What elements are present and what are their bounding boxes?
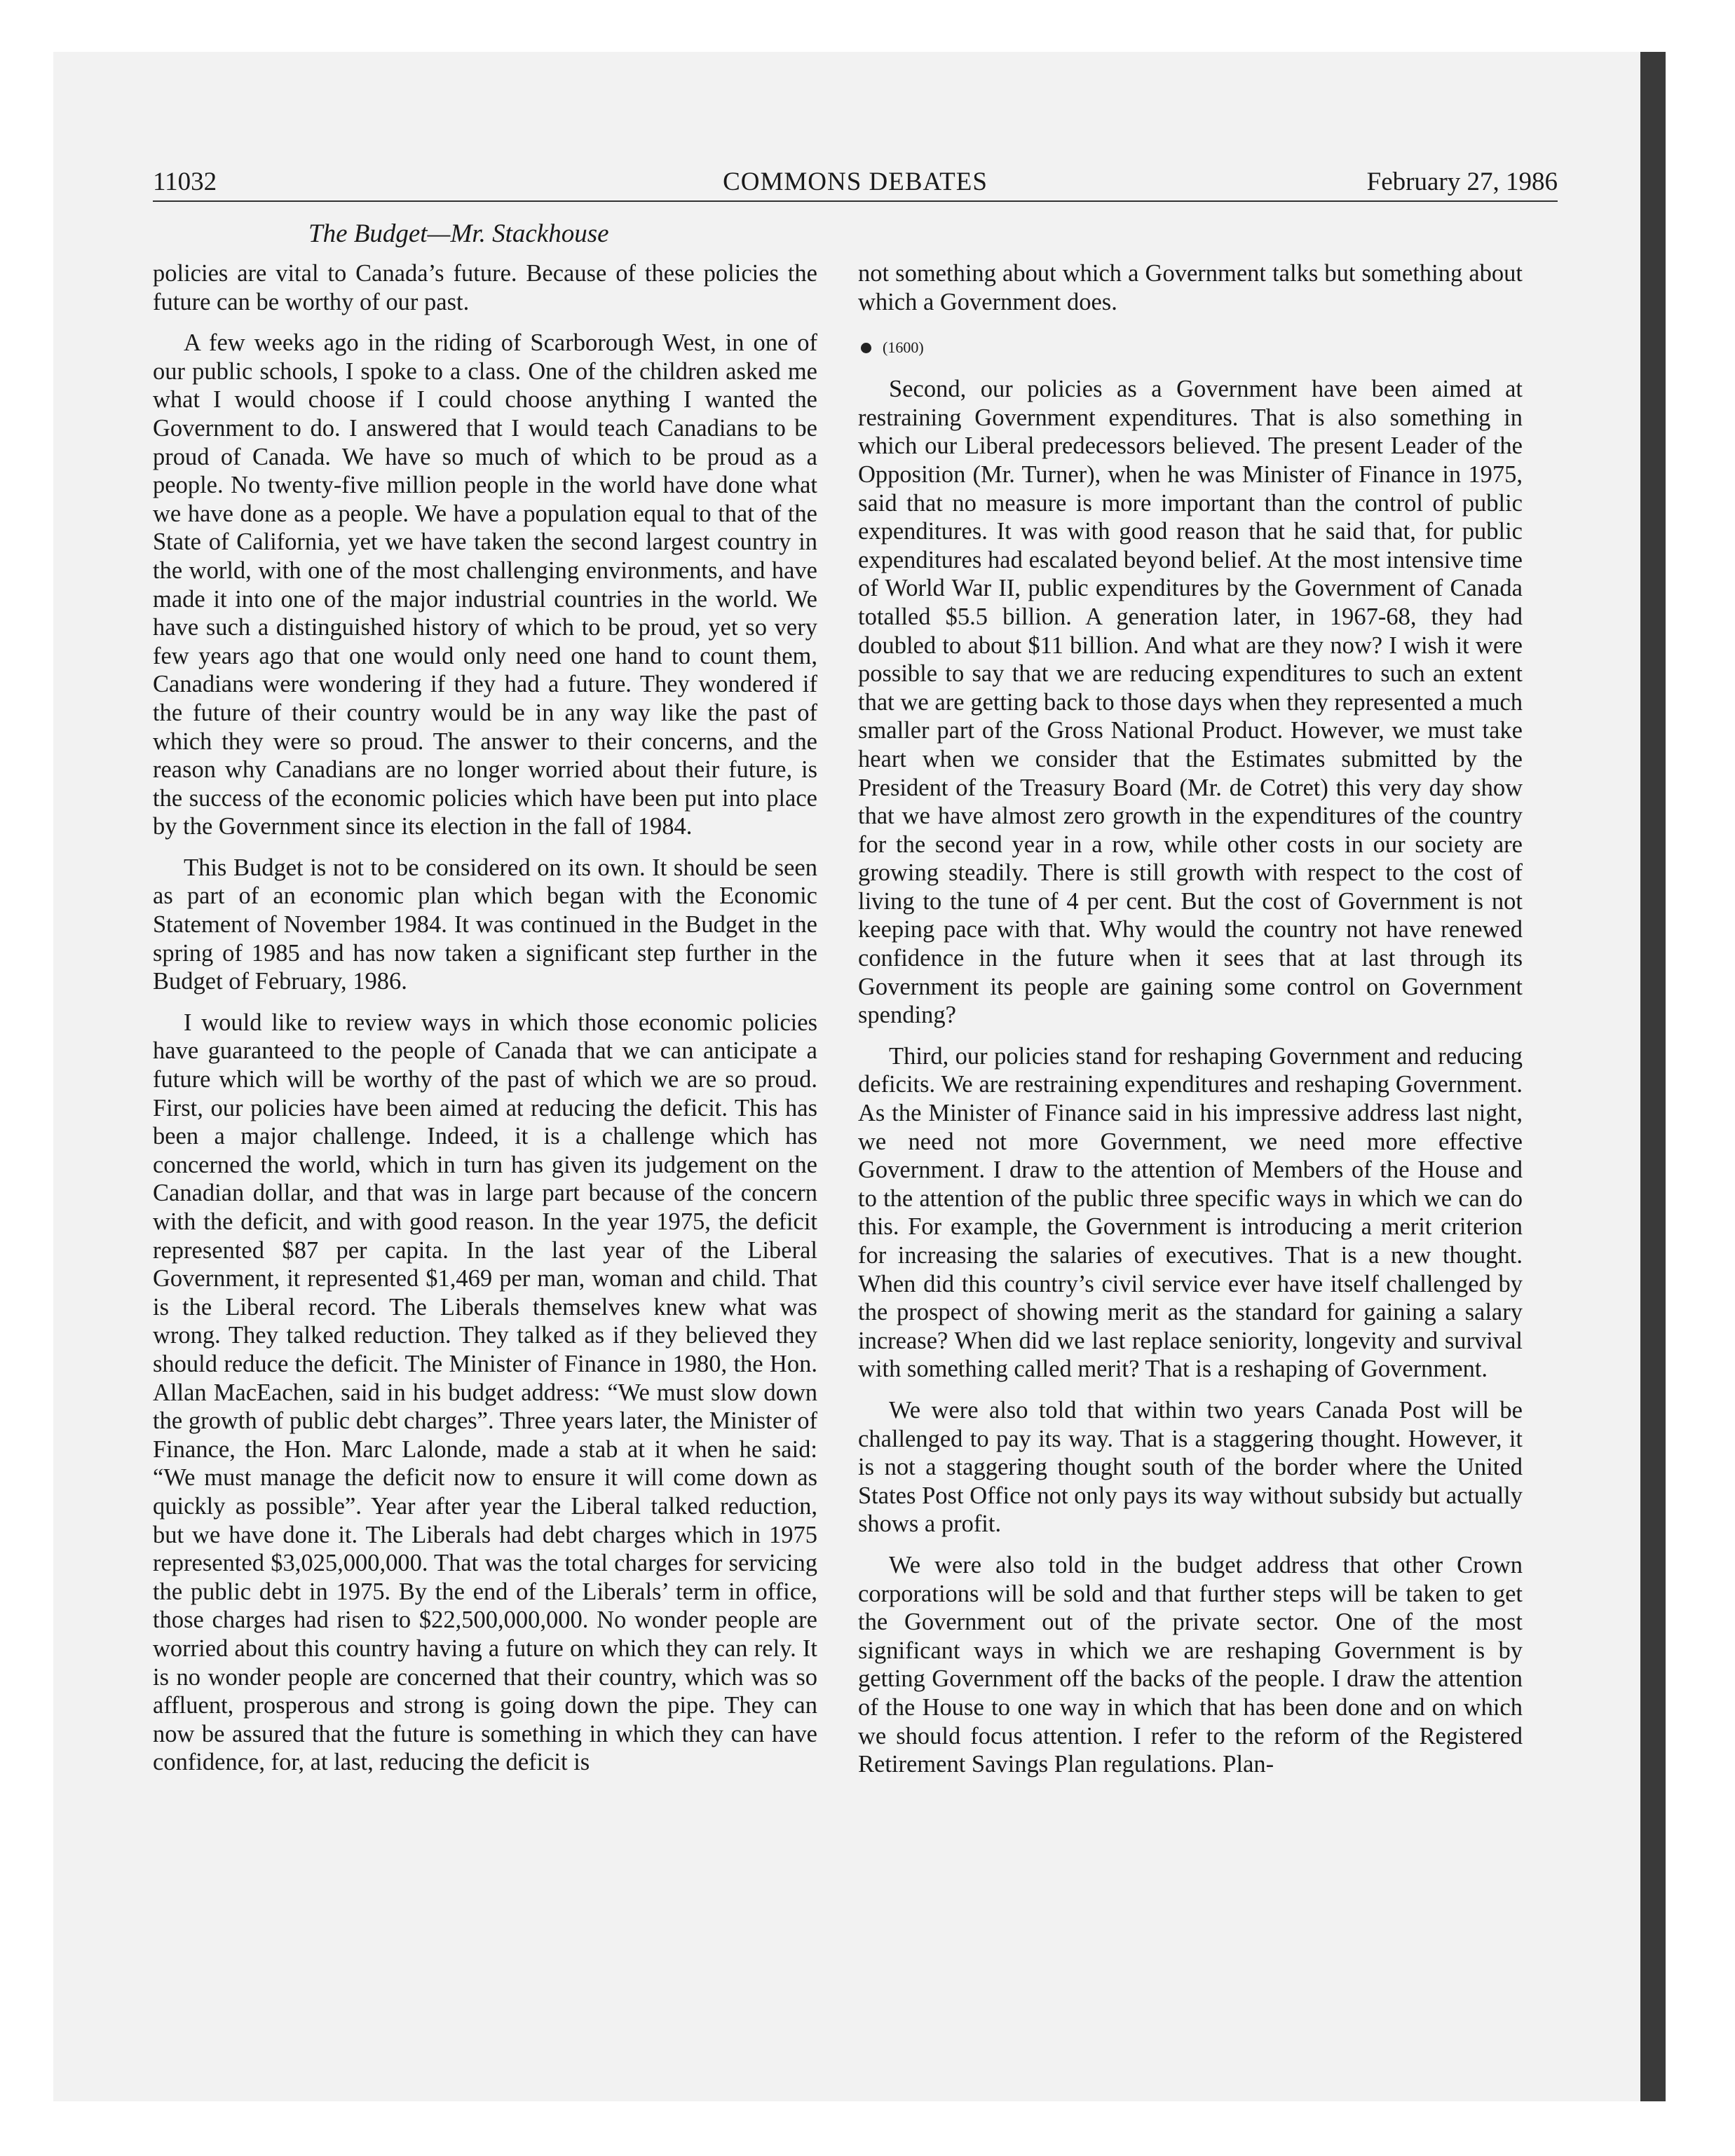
- paragraph: policies are vital to Canada’s future. Because of these policies the future can be worthy of our past.: [153, 260, 817, 315]
- paragraph: I would like to review ways in which those economic policies have guaranteed to the people of Canada that we can anticipate a future which will be worthy of the past of which we are so proud. First, our policies have been aimed at reducing the deficit. This has been a major challenge. Indeed, it is a challenge which has concerned the world, which in turn has given its judgement on the Canadian dollar, and that was in large part because of the concern with the deficit, and with good reason. In the year 1975, the deficit represented $87 per capita. In the last year of the Liberal Government, it represented $1,469 per man, woman and child. That is the Liberal record. The Liberals themselves knew what was wrong. They talked reduction. They talked as if they believed they should reduce the deficit. The Minister of Finance in 1980, the Hon. Allan MacEachen, said in his budget address: “We must slow down the growth of public debt charges”. Three years later, the Minister of Finance, the Hon. Marc Lalonde, made a stab at it when he said: “We must manage the deficit now to ensure it will come down as quickly as possible”. Year after year the Liberal talked reduction, but we have done it. The Liberals had debt charges which in 1975 represented $3,025,000,000. That was the total charges for servicing the public debt in 1975. By the end of the Liberals’ term in office, those charges had risen to $22,500,000,000. No wonder people are worried about this country having a future on which they can rely. It is no wonder people are concerned that their country, which was so affluent, prosperous and strong is going down the pipe. They can now be assured that the future is something in which they can have confidence, for, at last, reducing the deficit is: [153, 1009, 817, 1776]
- bullet-icon: [861, 343, 871, 353]
- paragraph: not something about which a Government talks but something about which a Government does.: [858, 260, 1523, 315]
- paragraph: We were also told that within two years Canada Post will be challenged to pay its way. That is a staggering thought. However, it is not a staggering thought south of the border where the United States Post Office not only pays its way without subsidy but actually shows a profit.: [858, 1396, 1523, 1538]
- paragraph: A few weeks ago in the riding of Scarborough West, in one of our public schools, I spoke to a class. One of the children asked me what I would choose if I could choose anything I wanted the Government to do. I answered that I would teach Canadians to be proud of Canada. We have so much of which to be proud as a people. No twenty-five million people in the world have done what we have done as a people. We have a population equal to that of the State of California, yet we have taken the second largest country in the world, with one of the most challenging environments, and have made it into one of the major industrial countries in the world. We have such a distinguished history of which to be proud, yet so very few years ago that one would only need one hand to count them, Canadians were wondering if they had a future. They wondered if the future of their country would be in any way like the past of which they were so proud. The answer to their concerns, and the reason why Canadians are no longer worried about their future, is the success of the economic policies which have been put into place by the Government since its election in the fall of 1984.: [153, 329, 817, 840]
- publication-title: COMMONS DEBATES: [723, 168, 988, 196]
- time-marker-text: (1600): [883, 339, 924, 357]
- paragraph: Third, our policies stand for reshaping Government and reducing deficits. We are restraining expenditures and reshaping Government. As the Minister of Finance said in his impressive address last night, we need not more Government, we need more effective Government. I draw to the attention of Members of the House and to the attention of the public three specific ways in which we can do this. For example, the Government is introducing a merit criterion for increasing the salaries of executives. That is a new thought. When did this country’s civil service ever have itself challenged by the prospect of showing merit as the standard for gaining a salary increase? When did we last replace seniority, longevity and survival with something called merit? That is a reshaping of Government.: [858, 1042, 1523, 1383]
- paragraph: Second, our policies as a Government have been aimed at restraining Government expenditures. That is also something in which our Liberal predecessors believed. The present Leader of the Opposition (Mr. Turner), when he was Minister of Finance in 1975, said that no measure is more important than the control of public expenditures. It was with good reason that he said that, for public expenditures had escalated beyond belief. At the most intensive time of World War II, public expenditures by the Government of Canada totalled $5.5 billion. A generation later, in 1967-68, they had doubled to about $11 billion. And what are they now? I wish it were possible to say that we are reducing expenditures to such an extent that we are getting back to those days when they represented a much smaller part of the Gross National Product. However, we must take heart when we consider that the Estimates submitted by the President of the Treasury Board (Mr. de Cotret) this very day show that we have almost zero growth in the expenditures of the country for the second year in a row, while other costs in our society are growing steadily. There is still growth with respect to the cost of living to the tune of 4 per cent. But the cost of Government is not keeping pace with that. Why would the country not have renewed confidence in the future when it sees that at last through its Government its people are gaining some control on Government spending?: [858, 376, 1523, 1029]
- left-column: [153, 259, 817, 1789]
- paragraph: We were also told in the budget address that other Crown corporations will be sold and that further steps will be taken to get the Government out of the private sector. One of the most significant ways in which we are reshaping Government is by getting Government off the backs of the people. I draw the attention of the House to one way in which that has been done and on which we should focus attention. I refer to the reform of the Registered Retirement Savings Plan regulations. Plan-: [858, 1551, 1523, 1778]
- running-title: The Budget—Mr. Stackhouse: [308, 219, 609, 248]
- page-header: [153, 167, 1558, 202]
- right-column: [858, 259, 1523, 1792]
- paragraph: This Budget is not to be considered on its own. It should be seen as part of an economic plan which began with the Economic Statement of November 1984. It was continued in the Budget in the spring of 1985 and has now taken a significant step further in the Budget of February, 1986.: [153, 854, 817, 995]
- page-date: February 27, 1986: [1366, 168, 1558, 196]
- time-marker: [861, 337, 1523, 358]
- page-edge-shadow: [1640, 52, 1666, 2101]
- page-number: 11032: [153, 168, 217, 196]
